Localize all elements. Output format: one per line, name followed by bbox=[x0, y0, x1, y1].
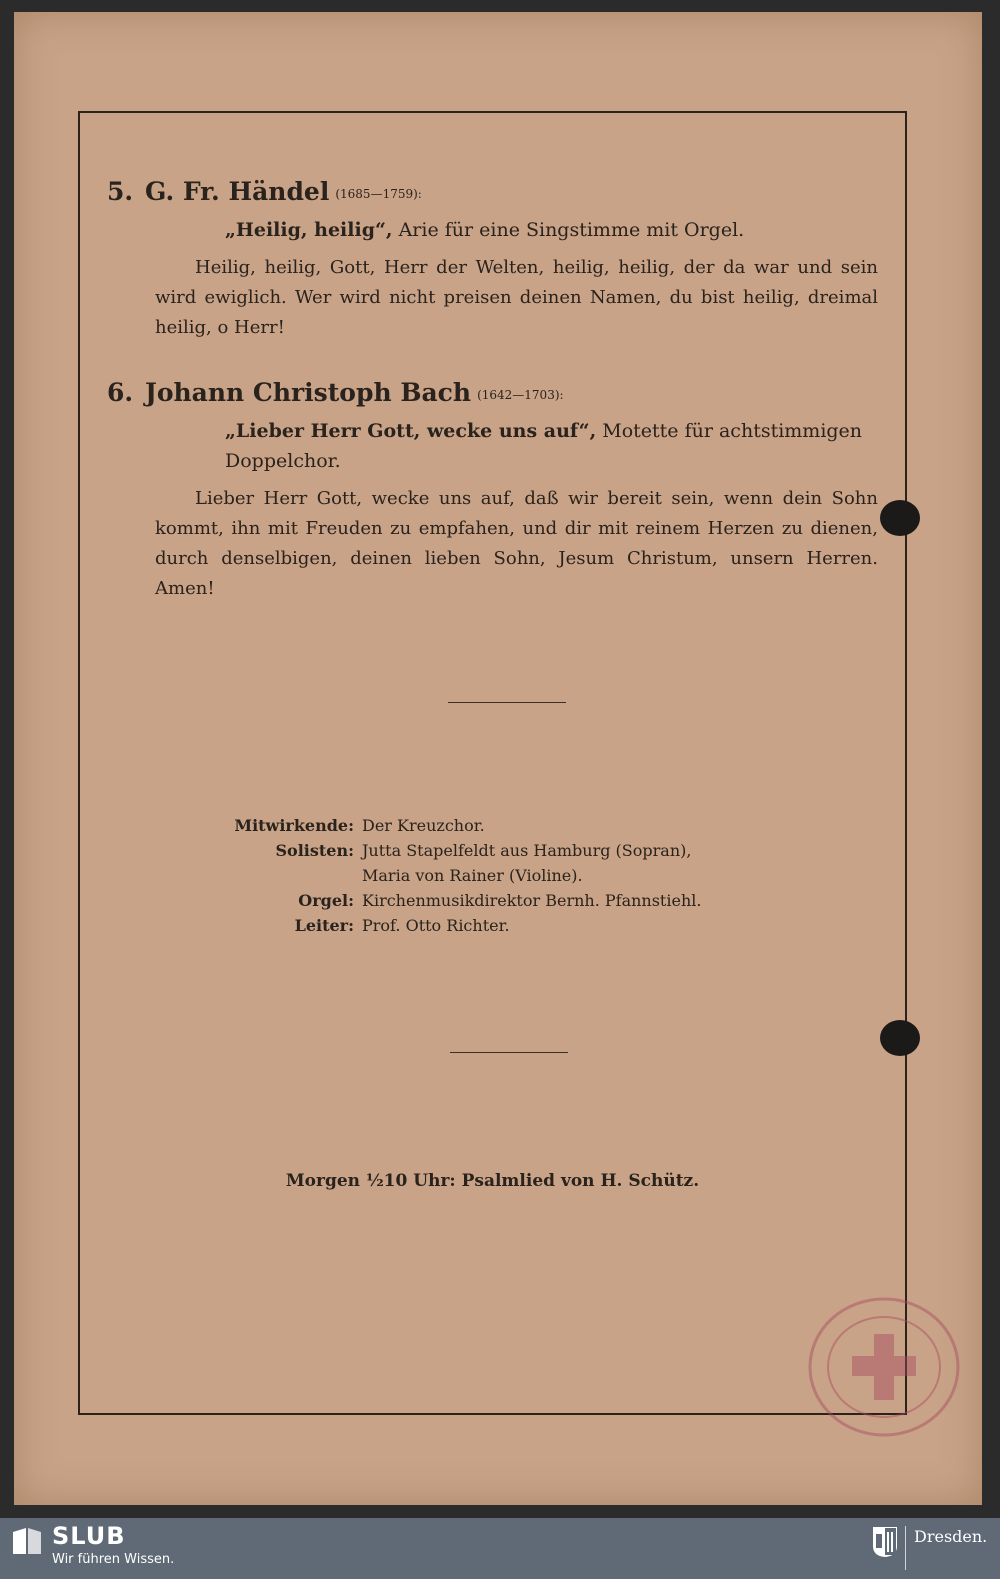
performer-role: Mitwirkende: bbox=[234, 816, 354, 835]
performer-role bbox=[80, 863, 362, 888]
performer-row bbox=[80, 913, 905, 938]
library-name[interactable]: SLUB bbox=[52, 1522, 126, 1550]
library-stamp-icon bbox=[804, 1292, 964, 1442]
performer-role: Orgel: bbox=[298, 891, 354, 910]
performer-row bbox=[80, 838, 905, 863]
dresden-crest-icon bbox=[872, 1526, 898, 1558]
piece-lyrics: Lieber Herr Gott, wecke uns auf, daß wir bereit sein, wenn dein Sohn kommt, ihn mit Freuden zu empfahen, und dir mit reinem Herzen zu dienen, durch denselbigen, deinen lieben Sohn, Jesum Christum, unsern Herren. Amen! bbox=[155, 488, 878, 599]
performer-role: Leiter: bbox=[294, 916, 354, 935]
divider-rule bbox=[448, 702, 566, 703]
piece-number: 5. bbox=[107, 177, 134, 206]
piece-title: „Heilig, heilig“, bbox=[225, 219, 393, 241]
program-frame bbox=[78, 111, 907, 1415]
piece-description: Motette für achtstimmigen Doppelchor. bbox=[225, 420, 863, 472]
performers-list bbox=[80, 813, 905, 938]
piece-description: Arie für eine Singstimme mit Orgel. bbox=[398, 219, 745, 241]
divider-rule bbox=[450, 1052, 568, 1053]
city-name[interactable]: Dresden. bbox=[914, 1527, 988, 1546]
viewer-footer bbox=[0, 1518, 1000, 1579]
performer-row bbox=[80, 813, 905, 838]
composer-years: (1685—1759): bbox=[335, 187, 422, 201]
composer-name: G. Fr. Händel bbox=[145, 177, 330, 206]
piece-title: „Lieber Herr Gott, wecke uns auf“, bbox=[225, 420, 597, 442]
composer-years: (1642—1703): bbox=[477, 388, 564, 402]
morning-note: Morgen ½10 Uhr: Psalmlied von H. Schütz. bbox=[285, 1171, 700, 1191]
punch-hole bbox=[880, 1020, 920, 1056]
piece-subtitle bbox=[225, 215, 878, 245]
composer-name: Johann Christoph Bach bbox=[145, 378, 472, 407]
piece-number: 6. bbox=[107, 378, 134, 407]
program-item-5 bbox=[107, 175, 878, 343]
piece-heading bbox=[107, 376, 878, 412]
performer-name: Kirchenmusikdirektor Bernh. Pfannstiehl. bbox=[362, 891, 702, 910]
punch-hole bbox=[880, 500, 920, 536]
footer-separator bbox=[905, 1526, 906, 1570]
piece-heading bbox=[107, 175, 878, 211]
piece-subtitle bbox=[225, 416, 878, 476]
piece-lyrics: Heilig, heilig, Gott, Herr der Welten, heilig, heilig, der da war und sein wird ewiglich. Wer wird nicht preisen deinen Namen, du bist heilig, dreimal heilig, o Herr! bbox=[155, 257, 878, 338]
performer-name: Jutta Stapelfeldt aus Hamburg (Sopran), bbox=[362, 841, 692, 860]
performer-row bbox=[80, 888, 905, 913]
program-item-6 bbox=[107, 376, 878, 604]
performer-name: Maria von Rainer (Violine). bbox=[362, 866, 583, 885]
slub-book-icon[interactable] bbox=[10, 1524, 44, 1558]
performer-role: Solisten: bbox=[275, 841, 354, 860]
performer-name: Der Kreuzchor. bbox=[362, 816, 485, 835]
document-page bbox=[14, 12, 982, 1505]
performer-row bbox=[80, 863, 905, 888]
library-tagline: Wir führen Wissen. bbox=[52, 1552, 175, 1567]
performer-name: Prof. Otto Richter. bbox=[362, 916, 510, 935]
